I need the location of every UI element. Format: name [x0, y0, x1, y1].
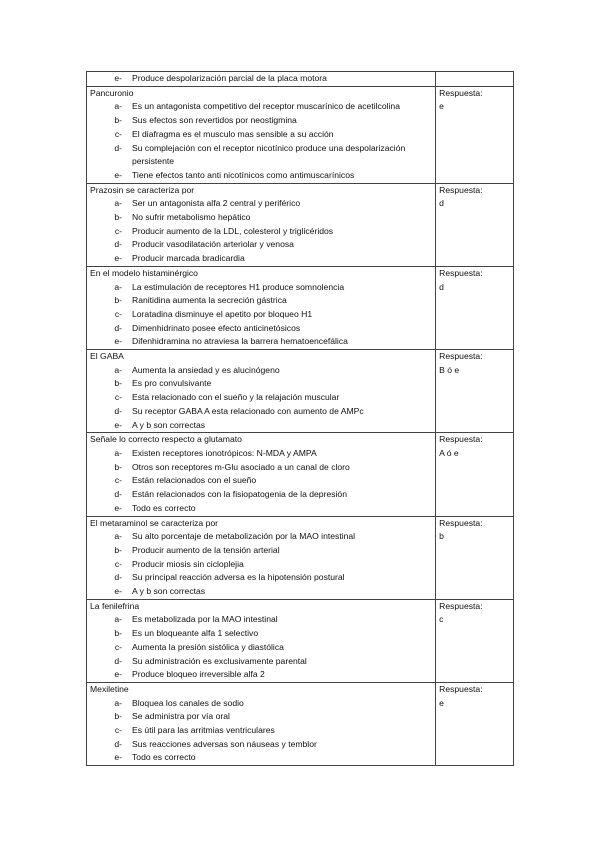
option-letter: e-	[114, 669, 122, 680]
option-item	[90, 627, 433, 641]
answer-label: Respuesta:	[439, 184, 483, 195]
option-text: Bloquea los canales de sodio	[132, 697, 244, 708]
option-letter: b-	[114, 115, 122, 126]
option-letter: b-	[114, 378, 122, 389]
question-cell	[87, 433, 436, 516]
answer-label: Respuesta:	[439, 87, 483, 98]
option-text: Están relacionados con el sueño	[132, 475, 257, 486]
option-item	[90, 668, 433, 682]
answer-cell	[436, 350, 514, 433]
option-text: Produce despolarización parcial de la placa motora	[132, 73, 327, 83]
continuation-row	[87, 72, 514, 87]
question-title: Mexiletine	[90, 683, 129, 694]
option-item	[90, 100, 433, 114]
option-item	[90, 530, 433, 544]
option-text: Producir marcada bradicardia	[132, 253, 245, 264]
option-text: Existen receptores ionotrópicos: N-MDA y AMPA	[132, 447, 317, 458]
option-item	[90, 613, 433, 627]
option-item	[90, 197, 433, 211]
answer-value: e	[439, 101, 444, 112]
answer-value: e	[439, 697, 444, 708]
quiz-table	[86, 71, 514, 766]
option-item	[90, 391, 433, 405]
option-letter: b-	[114, 628, 122, 639]
option-text: Están relacionados con la fisiopatogenia de la depresión	[132, 489, 347, 500]
option-letter: e-	[114, 586, 122, 597]
option-text: Su receptor GABA A esta relacionado con aumento de AMPc	[132, 405, 364, 416]
option-text: Sus efectos son revertidos por neostigmina	[132, 115, 297, 126]
question-row	[87, 183, 514, 266]
question-title: La fenilefrina	[90, 600, 140, 611]
option-text: Ranitidina aumenta la secreción gástrica	[132, 295, 287, 306]
question-row	[87, 350, 514, 433]
answer-label: Respuesta:	[439, 600, 483, 611]
answer-value: d	[439, 198, 444, 209]
question-cell	[87, 599, 436, 682]
option-letter: c-	[114, 475, 122, 486]
question-row	[87, 266, 514, 349]
option-letter: d-	[114, 572, 122, 583]
option-text: Todo es correcto	[132, 502, 196, 513]
option-text: A y b son correctas	[132, 586, 206, 597]
option-letter: a-	[114, 531, 122, 542]
option-letter: e-	[114, 752, 122, 763]
option-item	[90, 558, 433, 572]
answer-cell	[436, 682, 514, 765]
answer-cell	[436, 86, 514, 183]
option-item	[90, 364, 433, 378]
question-cell	[87, 183, 436, 266]
option-letter: c-	[114, 225, 122, 236]
option-item	[90, 142, 433, 169]
option-letter: d-	[114, 322, 122, 333]
option-text: Difenhidramina no atraviesa la barrera hematoencefálica	[132, 336, 348, 347]
option-item	[90, 308, 433, 322]
option-letter: e-	[114, 336, 122, 347]
quiz-table-body	[87, 72, 514, 766]
answer-label: Respuesta:	[439, 683, 483, 694]
question-title: El GABA	[90, 351, 124, 362]
option-letter: b-	[114, 295, 122, 306]
option-text: La estimulación de receptores H1 produce somnolencia	[132, 281, 345, 292]
option-item	[90, 488, 433, 502]
answer-cell	[436, 183, 514, 266]
option-text: Es un bloqueante alfa 1 selectivo	[132, 628, 259, 639]
option-text: Produce bloqueo irreversible alfa 2	[132, 669, 265, 680]
answer-value: d	[439, 281, 444, 292]
option-item	[90, 447, 433, 461]
option-text: Se administra por vía oral	[132, 711, 230, 722]
option-letter: d-	[114, 738, 122, 749]
option-letter: d-	[114, 142, 122, 153]
answer-value: A ó e	[439, 447, 459, 458]
option-text: Su administración es exclusivamente parental	[132, 655, 307, 666]
option-letter: d-	[114, 239, 122, 250]
option-letter: c-	[114, 128, 122, 139]
option-text: Es útil para las arritmias ventriculares	[132, 725, 275, 736]
option-letter: d-	[114, 405, 122, 416]
question-cell	[87, 350, 436, 433]
option-letter: e-	[114, 502, 122, 513]
answer-label: Respuesta:	[439, 267, 483, 278]
option-letter: d-	[114, 489, 122, 500]
question-cell	[87, 682, 436, 765]
answer-cell	[436, 72, 514, 87]
option-item	[90, 294, 433, 308]
option-text: Otros son receptores m-Glu asociado a un canal de cloro	[132, 461, 350, 472]
option-letter: a-	[114, 281, 122, 292]
answer-value: b	[439, 531, 444, 542]
option-item	[90, 72, 433, 86]
option-item	[90, 377, 433, 391]
option-item	[90, 128, 433, 142]
option-text: Su alto porcentaje de metabolización por la MAO intestinal	[132, 531, 356, 542]
option-letter: b-	[114, 461, 122, 472]
option-letter: e-	[114, 169, 122, 180]
question-title: Pancuronio	[90, 87, 134, 98]
option-item	[90, 544, 433, 558]
option-letter: c-	[114, 392, 122, 403]
option-item	[90, 322, 433, 336]
option-item	[90, 724, 433, 738]
question-title: En el modelo histaminérgico	[90, 267, 198, 278]
question-row	[87, 433, 514, 516]
option-item	[90, 697, 433, 711]
option-text: Sus reacciones adversas son náuseas y temblor	[132, 738, 317, 749]
option-letter: c-	[114, 725, 122, 736]
option-item	[90, 738, 433, 752]
answer-cell	[436, 266, 514, 349]
option-letter: d-	[114, 655, 122, 666]
answer-value: c	[439, 614, 444, 625]
option-letter: e-	[114, 419, 122, 430]
option-item	[90, 169, 433, 183]
option-letter: b-	[114, 711, 122, 722]
question-title: Prazosin se caracteriza por	[90, 184, 195, 195]
option-text: No sufrir metabolismo hepático	[132, 212, 251, 223]
option-text: Es pro convulsivante	[132, 378, 212, 389]
option-item	[90, 211, 433, 225]
option-text: Aumenta la presión sistólica y diastólica	[132, 641, 284, 652]
option-letter: e-	[114, 73, 122, 83]
option-item	[90, 405, 433, 419]
option-text: Todo es correcto	[132, 752, 196, 763]
answer-label: Respuesta:	[439, 351, 483, 362]
question-cell	[87, 516, 436, 599]
option-item	[90, 252, 433, 266]
option-item	[90, 238, 433, 252]
question-row	[87, 516, 514, 599]
option-item	[90, 585, 433, 599]
answer-cell	[436, 599, 514, 682]
option-text: Loratadina disminuye el apetito por bloqueo H1	[132, 308, 313, 319]
question-cell	[87, 72, 436, 87]
answer-label: Respuesta:	[439, 517, 483, 528]
option-letter: c-	[114, 641, 122, 652]
option-letter: b-	[114, 212, 122, 223]
option-item	[90, 641, 433, 655]
question-title: Señale lo correcto respecto a glutamato	[90, 434, 242, 445]
option-item	[90, 335, 433, 349]
option-text: Tiene efectos tanto anti nicotínicos como antimuscarínicos	[132, 169, 355, 180]
option-text: Producir aumento de la tensión arterial	[132, 544, 280, 555]
option-item	[90, 474, 433, 488]
option-item	[90, 419, 433, 433]
option-text: Dimenhidrinato posee efecto anticinetósicos	[132, 322, 301, 333]
option-letter: c-	[114, 308, 122, 319]
option-item	[90, 710, 433, 724]
option-text: Ser un antagonista alfa 2 central y periférico	[132, 198, 301, 209]
option-text: Producir aumento de la LDL, colesterol y triglicéridos	[132, 225, 334, 236]
question-row	[87, 599, 514, 682]
option-item	[90, 114, 433, 128]
option-letter: e-	[114, 253, 122, 264]
answer-label: Respuesta:	[439, 434, 483, 445]
question-row	[87, 86, 514, 183]
option-item	[90, 751, 433, 765]
option-text: Producir vasodilatación arteriolar y venosa	[132, 239, 294, 250]
question-title: El metaraminol se caracteriza por	[90, 517, 218, 528]
answer-value: B ó e	[439, 364, 460, 375]
option-letter: a-	[114, 614, 122, 625]
option-item	[90, 225, 433, 239]
option-text: Aumenta la ansiedad y es alucinógeno	[132, 364, 280, 375]
question-cell	[87, 86, 436, 183]
option-text: A y b son correctas	[132, 419, 206, 430]
option-letter: b-	[114, 544, 122, 555]
option-letter: a-	[114, 697, 122, 708]
question-row	[87, 682, 514, 765]
option-letter: a-	[114, 364, 122, 375]
question-cell	[87, 266, 436, 349]
option-text: Es metabolizada por la MAO intestinal	[132, 614, 278, 625]
option-text: Su complejación con el receptor nicotínico produce una despolarización persistente	[132, 142, 406, 167]
option-letter: a-	[114, 198, 122, 209]
answer-cell	[436, 516, 514, 599]
option-item	[90, 502, 433, 516]
option-letter: a-	[114, 101, 122, 112]
option-item	[90, 655, 433, 669]
option-text: Producir miosis sin cicloplejia	[132, 558, 244, 569]
option-text: El diafragma es el musculo mas sensible a su acción	[132, 128, 334, 139]
option-letter: a-	[114, 447, 122, 458]
option-item	[90, 461, 433, 475]
answer-cell	[436, 433, 514, 516]
option-text: Su principal reacción adversa es la hipotensión postural	[132, 572, 345, 583]
option-text: Esta relacionado con el sueño y la relajación muscular	[132, 392, 340, 403]
option-letter: c-	[114, 558, 122, 569]
option-item	[90, 281, 433, 295]
option-item	[90, 571, 433, 585]
option-text: Es un antagonista competitivo del receptor muscarínico de acetilcolina	[132, 101, 400, 112]
